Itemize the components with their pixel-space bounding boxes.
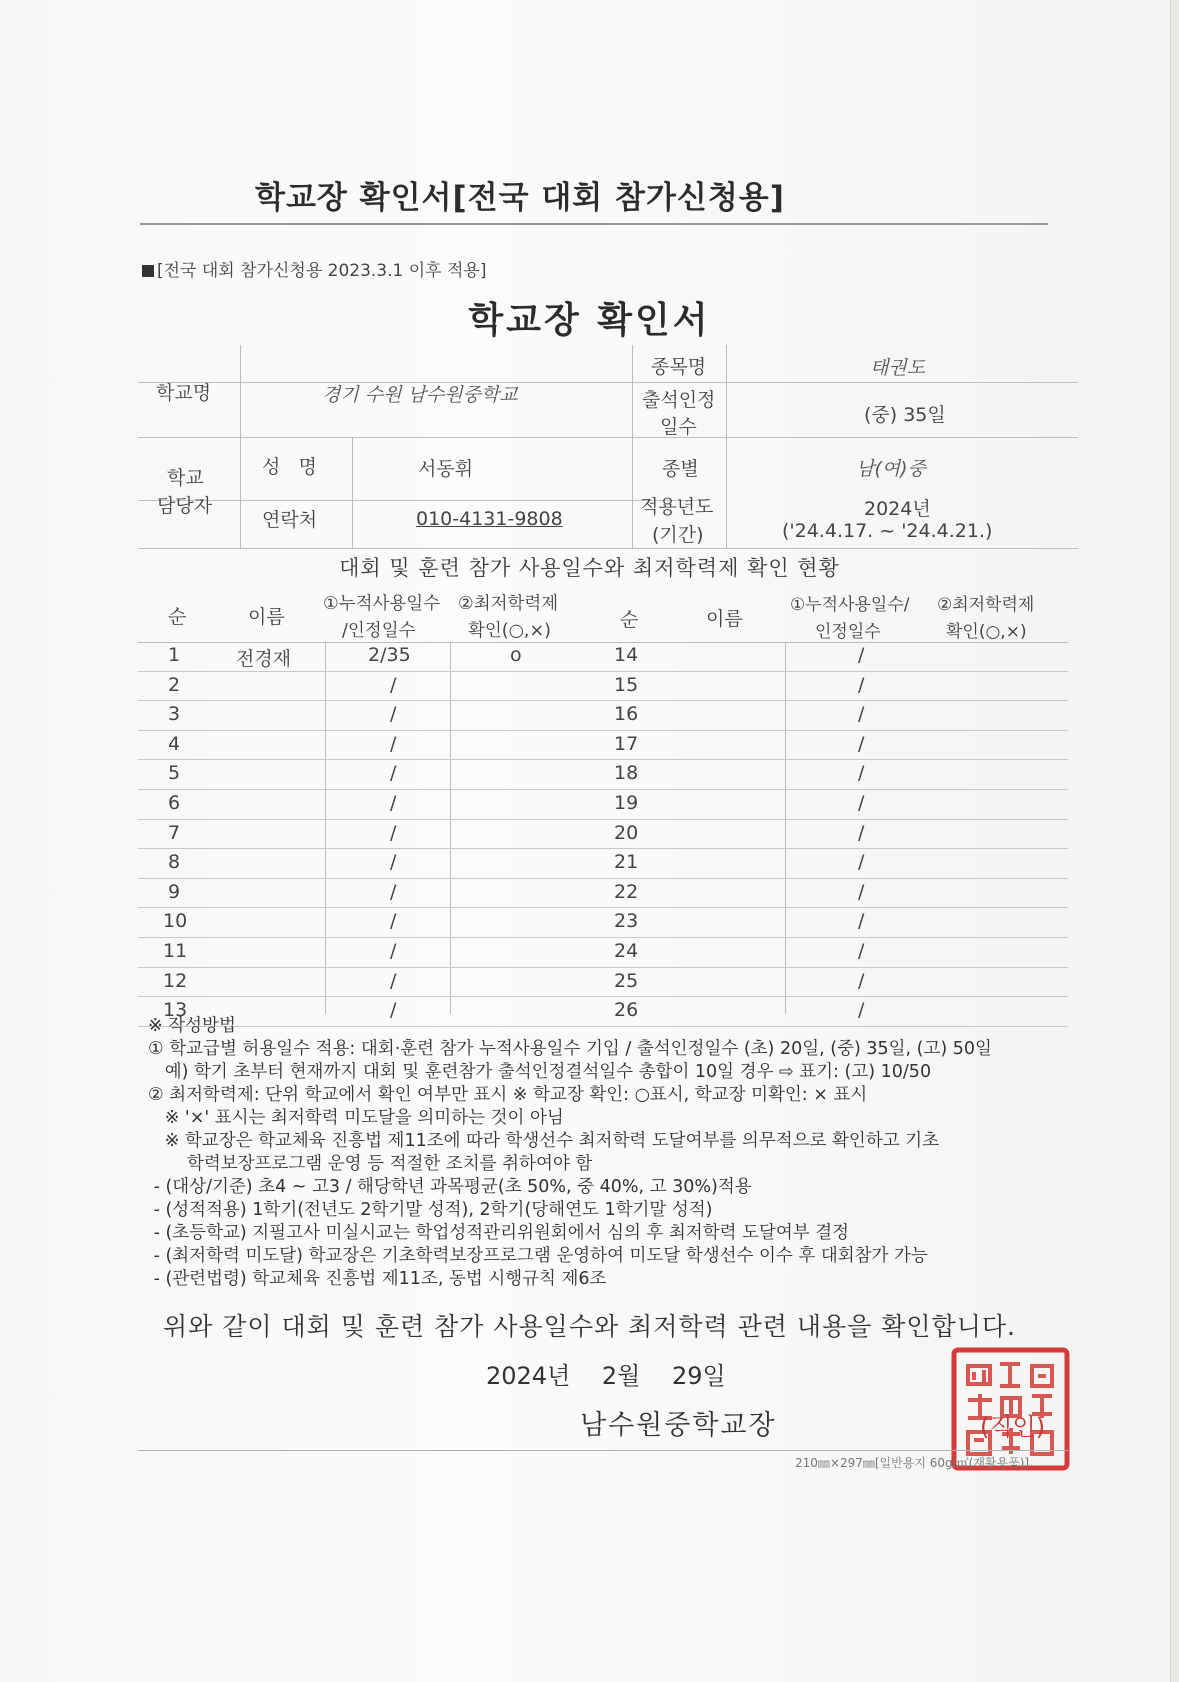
table-row — [138, 790, 1068, 820]
instruction-line: 학력보장프로그램 운영 등 적절한 조치를 취하여야 함 — [148, 1154, 593, 1174]
row-number-right: 20 — [614, 821, 639, 844]
issue-date — [486, 1356, 726, 1391]
form-note-text: [전국 대회 참가신청용 2023.3.1 이후 적용] — [157, 261, 487, 281]
row-number: 5 — [168, 762, 181, 785]
col-academic-2: 확인(○,×) — [468, 621, 551, 641]
info-divider — [240, 345, 241, 438]
form-note — [142, 256, 486, 281]
manager-label-2: 담당자 — [157, 495, 213, 517]
instruction-line: ① 학교급별 허용일수 적용: 대회·훈련 참가 누적사용일수 기입 / 출석인정일수 (초) 20일, (중) 35일, (고) 50일 — [148, 1039, 992, 1059]
title-rule — [140, 223, 1048, 225]
row-days: / — [390, 999, 397, 1022]
table-row — [138, 820, 1068, 850]
row-number: 12 — [163, 969, 188, 992]
info-rule — [138, 437, 1078, 438]
date-year: 2024년 — [486, 1362, 571, 1390]
row-number: 2 — [168, 673, 181, 696]
row-number-right: 23 — [614, 910, 639, 933]
row-check: o — [510, 644, 522, 666]
row-number-right: 22 — [614, 880, 639, 903]
info-divider — [352, 437, 353, 548]
instruction-line: - (관련법령) 학교체육 진흥법 제11조, 동법 시행규칙 제6조 — [148, 1269, 607, 1289]
gender-label: 종별 — [662, 458, 699, 480]
row-days-right: / — [858, 939, 865, 962]
document-title: 학교장 확인서 — [468, 300, 711, 341]
instructions — [148, 1015, 992, 1291]
row-name: 전경재 — [236, 648, 292, 670]
gender-value: 남(여)중 — [856, 458, 926, 480]
info-rule — [138, 500, 708, 501]
table-row — [138, 968, 1068, 998]
row-days: / — [390, 703, 397, 726]
instruction-line: - (성적적용) 1학기(전년도 2학기말 성적), 2학기(당해연도 1학기말 성적) — [148, 1200, 713, 1220]
attendance-value: (중) 35일 — [864, 404, 946, 426]
row-number-right: 24 — [614, 939, 639, 962]
row-number: 6 — [168, 791, 181, 814]
row-days-right: / — [858, 821, 865, 844]
instruction-line: - (대상/기준) 초4 ~ 고3 / 해당학년 과목평균(초 50%, 중 40%, 고 30%)적용 — [148, 1177, 752, 1197]
row-days-right: / — [858, 703, 865, 726]
row-days: / — [390, 939, 397, 962]
instruction-line: ② 최저학력제: 단위 학교에서 확인 여부만 표시 ※ 학교장 확인: ○표시, 학교장 미확인: × 표시 — [148, 1085, 868, 1105]
row-days: / — [390, 821, 397, 844]
col-academic-right: ②최저학력제 — [937, 595, 1035, 615]
row-days: / — [390, 673, 397, 696]
date-month: 2월 — [601, 1362, 641, 1390]
year-label-2: (기간) — [652, 524, 704, 546]
row-number: 7 — [168, 821, 181, 844]
col-days-right-2: 인정일수 — [815, 622, 881, 642]
table-row — [138, 938, 1068, 968]
attendance-label: 출석인정 — [642, 389, 716, 411]
row-number-right: 26 — [614, 999, 639, 1022]
table-row — [138, 701, 1068, 731]
col-no-right: 순 — [620, 609, 639, 631]
row-number: 10 — [163, 910, 188, 933]
row-days-right: / — [858, 999, 865, 1022]
row-number-right: 21 — [614, 851, 639, 874]
row-days: / — [390, 851, 397, 874]
row-days-right: / — [858, 673, 865, 696]
instruction-line: - (초등학교) 지필고사 미실시교는 학업성적관리위원회에서 심의 후 최저학력 도달여부 결정 — [148, 1223, 850, 1243]
sport-label: 종목명 — [651, 356, 707, 378]
col-days-right: ①누적사용일수/ — [790, 595, 910, 615]
row-days: / — [390, 791, 397, 814]
instruction-line: ※ 학교장은 학교체육 진흥법 제11조에 따라 학생선수 최저학력 도달여부를 의무적으로 확인하고 기초 — [148, 1131, 940, 1151]
row-number-right: 14 — [614, 644, 639, 666]
row-number: 9 — [168, 880, 181, 903]
row-number-right: 15 — [614, 673, 639, 696]
period-value: ('24.4.17. ~ '24.4.21.) — [782, 520, 993, 542]
row-days: / — [390, 910, 397, 933]
info-divider — [726, 345, 727, 548]
table-row — [138, 642, 1068, 672]
instruction-line: 예) 학기 초부터 현재까지 대회 및 훈련참가 출석인정결석일수 총합이 10일 경우 ⇨ 표기: (고) 10/50 — [148, 1062, 932, 1082]
col-days-2: /인정일수 — [342, 621, 416, 641]
row-number: 3 — [168, 703, 181, 726]
row-number: 11 — [163, 939, 188, 962]
row-days-right: / — [858, 791, 865, 814]
school-label: 학교명 — [156, 382, 212, 404]
row-days-right: / — [858, 880, 865, 903]
page-title: 학교장 확인서[전국 대회 참가신청용] — [255, 180, 785, 216]
table-row — [138, 849, 1068, 879]
col-academic: ②최저학력제 — [458, 594, 559, 614]
seal-mark: (직인) — [980, 1413, 1046, 1441]
school-value: 경기 수원 남수원중학교 — [322, 384, 518, 406]
attendance-label-2: 일수 — [660, 416, 697, 438]
col-academic-right-2: 확인(○,×) — [946, 622, 1027, 642]
col-name-right: 이름 — [706, 608, 743, 630]
row-days: 2/35 — [368, 644, 411, 666]
footer-rule — [138, 1450, 1068, 1451]
instruction-line: ※ 작성방법 — [148, 1016, 236, 1036]
status-table — [138, 642, 1068, 1027]
name-value: 서동휘 — [418, 458, 474, 480]
sport-value: 태권도 — [870, 357, 926, 379]
row-days: / — [390, 969, 397, 992]
row-number: 8 — [168, 851, 181, 874]
paper-spec: 210㎜×297㎜[일반용지 60g/㎡(재활용품)] — [795, 1456, 1030, 1470]
row-days-right: / — [858, 969, 865, 992]
year-label: 적용년도 — [640, 496, 714, 518]
col-name: 이름 — [248, 606, 285, 628]
row-number: 4 — [168, 732, 181, 755]
row-number: 1 — [168, 644, 181, 666]
row-days: / — [390, 880, 397, 903]
row-number-right: 16 — [614, 703, 639, 726]
row-number: 13 — [163, 999, 188, 1022]
table-row — [138, 672, 1068, 702]
table-row — [138, 760, 1068, 790]
table-row — [138, 908, 1068, 938]
row-days-right: / — [858, 851, 865, 874]
row-days: / — [390, 732, 397, 755]
row-number-right: 18 — [614, 762, 639, 785]
contact-value: 010-4131-9808 — [416, 508, 563, 530]
row-days-right: / — [858, 910, 865, 933]
table-row — [138, 879, 1068, 909]
row-number-right: 19 — [614, 791, 639, 814]
square-bullet-icon — [142, 265, 154, 277]
table-title: 대회 및 훈련 참가 사용일수와 최저학력제 확인 현황 — [339, 556, 840, 580]
row-days: / — [390, 762, 397, 785]
col-days: ①누적사용일수 — [323, 594, 441, 614]
year-value: 2024년 — [864, 498, 931, 520]
principal-title: 남수원중학교장 — [580, 1410, 777, 1441]
date-day: 29일 — [672, 1362, 726, 1390]
row-days-right: / — [858, 762, 865, 785]
row-days-right: / — [858, 644, 865, 666]
row-days-right: / — [858, 732, 865, 755]
row-number-right: 25 — [614, 969, 639, 992]
row-number-right: 17 — [614, 732, 639, 755]
info-divider — [632, 345, 633, 548]
manager-label: 학교 — [167, 467, 204, 489]
contact-label: 연락처 — [262, 509, 318, 531]
page-edge — [1170, 0, 1179, 1682]
info-rule — [138, 382, 1078, 383]
info-divider — [240, 437, 241, 548]
instruction-line: ※ '×' 표시는 최저학력 미도달을 의미하는 것이 아님 — [148, 1108, 564, 1128]
info-rule — [138, 548, 1078, 549]
instruction-line: - (최저학력 미도달) 학교장은 기초학력보장프로그램 운영하여 미도달 학생선수 이수 후 대회참가 가능 — [148, 1246, 928, 1266]
col-no: 순 — [168, 606, 187, 628]
closing-statement: 위와 같이 대회 및 훈련 참가 사용일수와 최저학력 관련 내용을 확인합니다. — [163, 1312, 1016, 1341]
table-row — [138, 731, 1068, 761]
name-label: 성 명 — [262, 456, 317, 478]
